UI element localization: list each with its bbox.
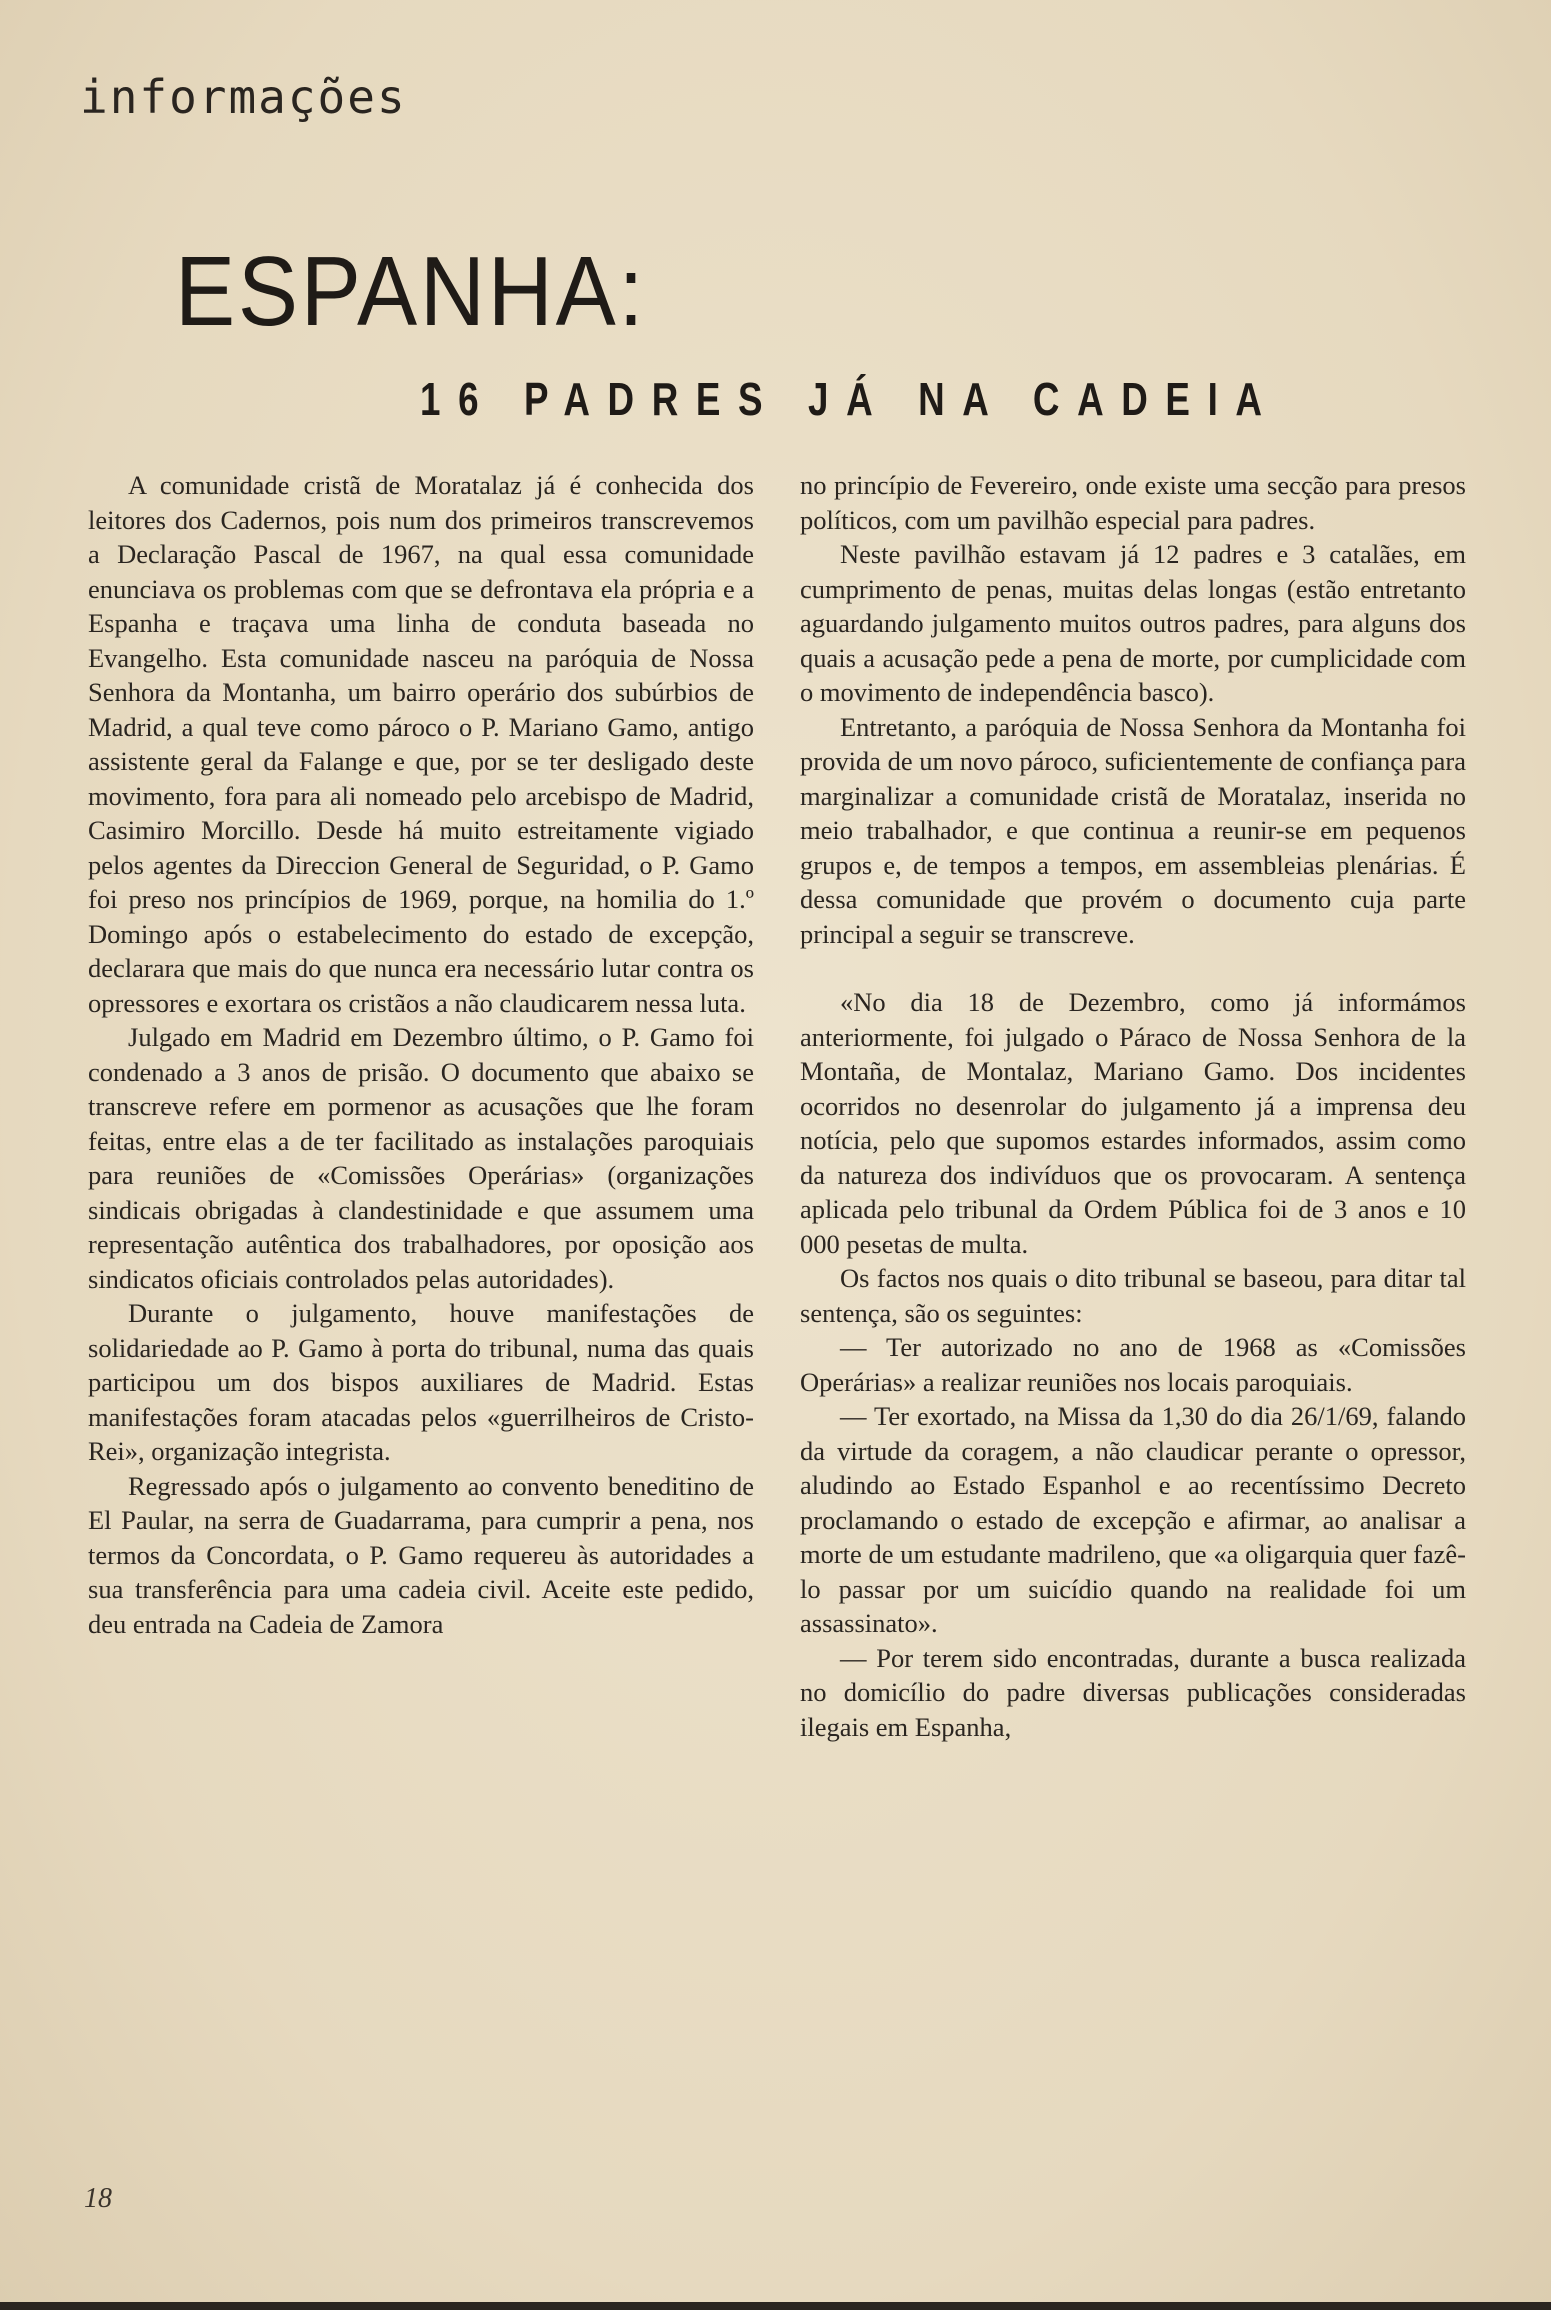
paragraph: Julgado em Madrid em Dezembro último, o P. Gamo foi condenado a 3 anos de prisão. O documento que abaixo se transcreve refere em pormenor as acusações que lhe foram feitas, entre elas a de ter facilitado as instalações paroquiais para reuniões de «Comissões Operárias» (organizações sindicais obrigadas à clandestinidade e que assumem uma representação autêntica dos trabalhadores, por oposição aos sindicatos oficiais controlados pelas autoridades). [88,1022,754,1294]
paragraph: Durante o julgamento, houve manifestações de solidariedade ao P. Gamo à porta do tribunal, numa das quais participou um dos bispos auxiliares de Madrid. Estas manifestações foram atacadas pelos «guerrilheiros de Cristo-Rei», organização integrista. [88,1298,754,1466]
article-title: ESPANHA: [175,236,647,346]
list-item: — Ter exortado, na Missa da 1,30 do dia 26/1/69, falando da virtude da coragem, a não claudicar perante o opressor, aludindo ao Estado Espanhol e ao recentíssimo Decreto proclamando o estado de excepção e afirmar, ao analisar a morte de um estudante madrileno, que «a oligarquia quer fazê-lo passar por um suicídio quando na realidade foi um assassinato». [800,1401,1466,1638]
right-column [800,468,1466,1744]
list-item: — Ter autorizado no ano de 1968 as «Comissões Operárias» a realizar reuniões nos locais paroquiais. [800,1332,1466,1397]
page-number: 18 [84,2183,112,2214]
paragraph: no princípio de Fevereiro, onde existe uma secção para presos políticos, com um pavilhão especial para padres. [800,470,1466,535]
paragraph: Regressado após o julgamento ao convento beneditino de El Paular, na serra de Guadarrama, para cumprir a pena, nos termos da Concordata, o P. Gamo requereu às autoridades a sua transferência para uma cadeia civil. Aceite este pedido, deu entrada na Cadeia de Zamora [88,1470,754,1639]
section-label: informações [80,70,407,124]
article-subtitle: 16 PADRES JÁ NA CADEIA [420,373,1280,425]
quoted-paragraph: Os factos nos quais o dito tribunal se baseou, para ditar tal sentença, são os seguintes: [800,1263,1466,1328]
bottom-border [0,2302,1551,2310]
paragraph: Neste pavilhão estavam já 12 padres e 3 catalães, em cumprimento de penas, muitas delas longas (estão entretanto aguardando julgamento muitos outros padres, para alguns dos quais a acusação pede a pena de morte, por cumplicidade com o movimento de independência basco). [800,539,1466,707]
paragraph: A comunidade cristã de Moratalaz já é conhecida dos leitores dos Cadernos, pois num dos primeiros transcrevemos a Declaração Pascal de 1967, na qual essa comunidade enunciava os problemas com que se defrontava ela própria e a Espanha e traçava uma linha de conduta baseada no Evangelho. Esta comunidade nasceu na paróquia de Nossa Senhora da Montanha, um bairro operário dos subúrbios de Madrid, a qual teve como pároco o P. Mariano Gamo, antigo assistente geral da Falange e que, por se ter desligado deste movimento, fora para ali nomeado pelo arcebispo de Madrid, Casimiro Morcillo. Desde há muito estreitamente vigiado pelos agentes da Direccion General de Seguridad, o P. Gamo foi preso nos princípios de 1969, porque, na homilia do 1.º Domingo após o estabelecimento do estado de excepção, declarara que mais do que nunca era necessário lutar contra os opressores e exortara os cristãos a não claudicarem nessa luta. [88,470,754,1018]
list-item: — Por terem sido encontradas, durante a busca realizada no domicílio do padre diversas publicações consideradas ilegais em Espanha, [800,1642,1466,1742]
quoted-paragraph: «No dia 18 de Dezembro, como já informámos anteriormente, foi julgado o Páraco de Nossa Senhora de la Montaña, de Montalaz, Mariano Gamo. Dos incidentes ocorridos no desenrolar do julgamento já a imprensa deu notícia, pelo que supomos estardes informados, assim como da natureza dos indivíduos que os provocaram. A sentença aplicada pelo tribunal da Ordem Pública foi de 3 anos e 10 000 pesetas de multa. [800,987,1466,1259]
paragraph: Entretanto, a paróquia de Nossa Senhora da Montanha foi provida de um novo pároco, suficientemente de confiança para marginalizar a comunidade cristã de Moratalaz, inserida no meio trabalhador, e que continua a reunir-se em pequenos grupos e, de tempos a tempos, em assembleias plenárias. É dessa comunidade que provém o documento cuja parte principal a seguir se transcreve. [800,711,1466,949]
left-column [88,468,754,1641]
